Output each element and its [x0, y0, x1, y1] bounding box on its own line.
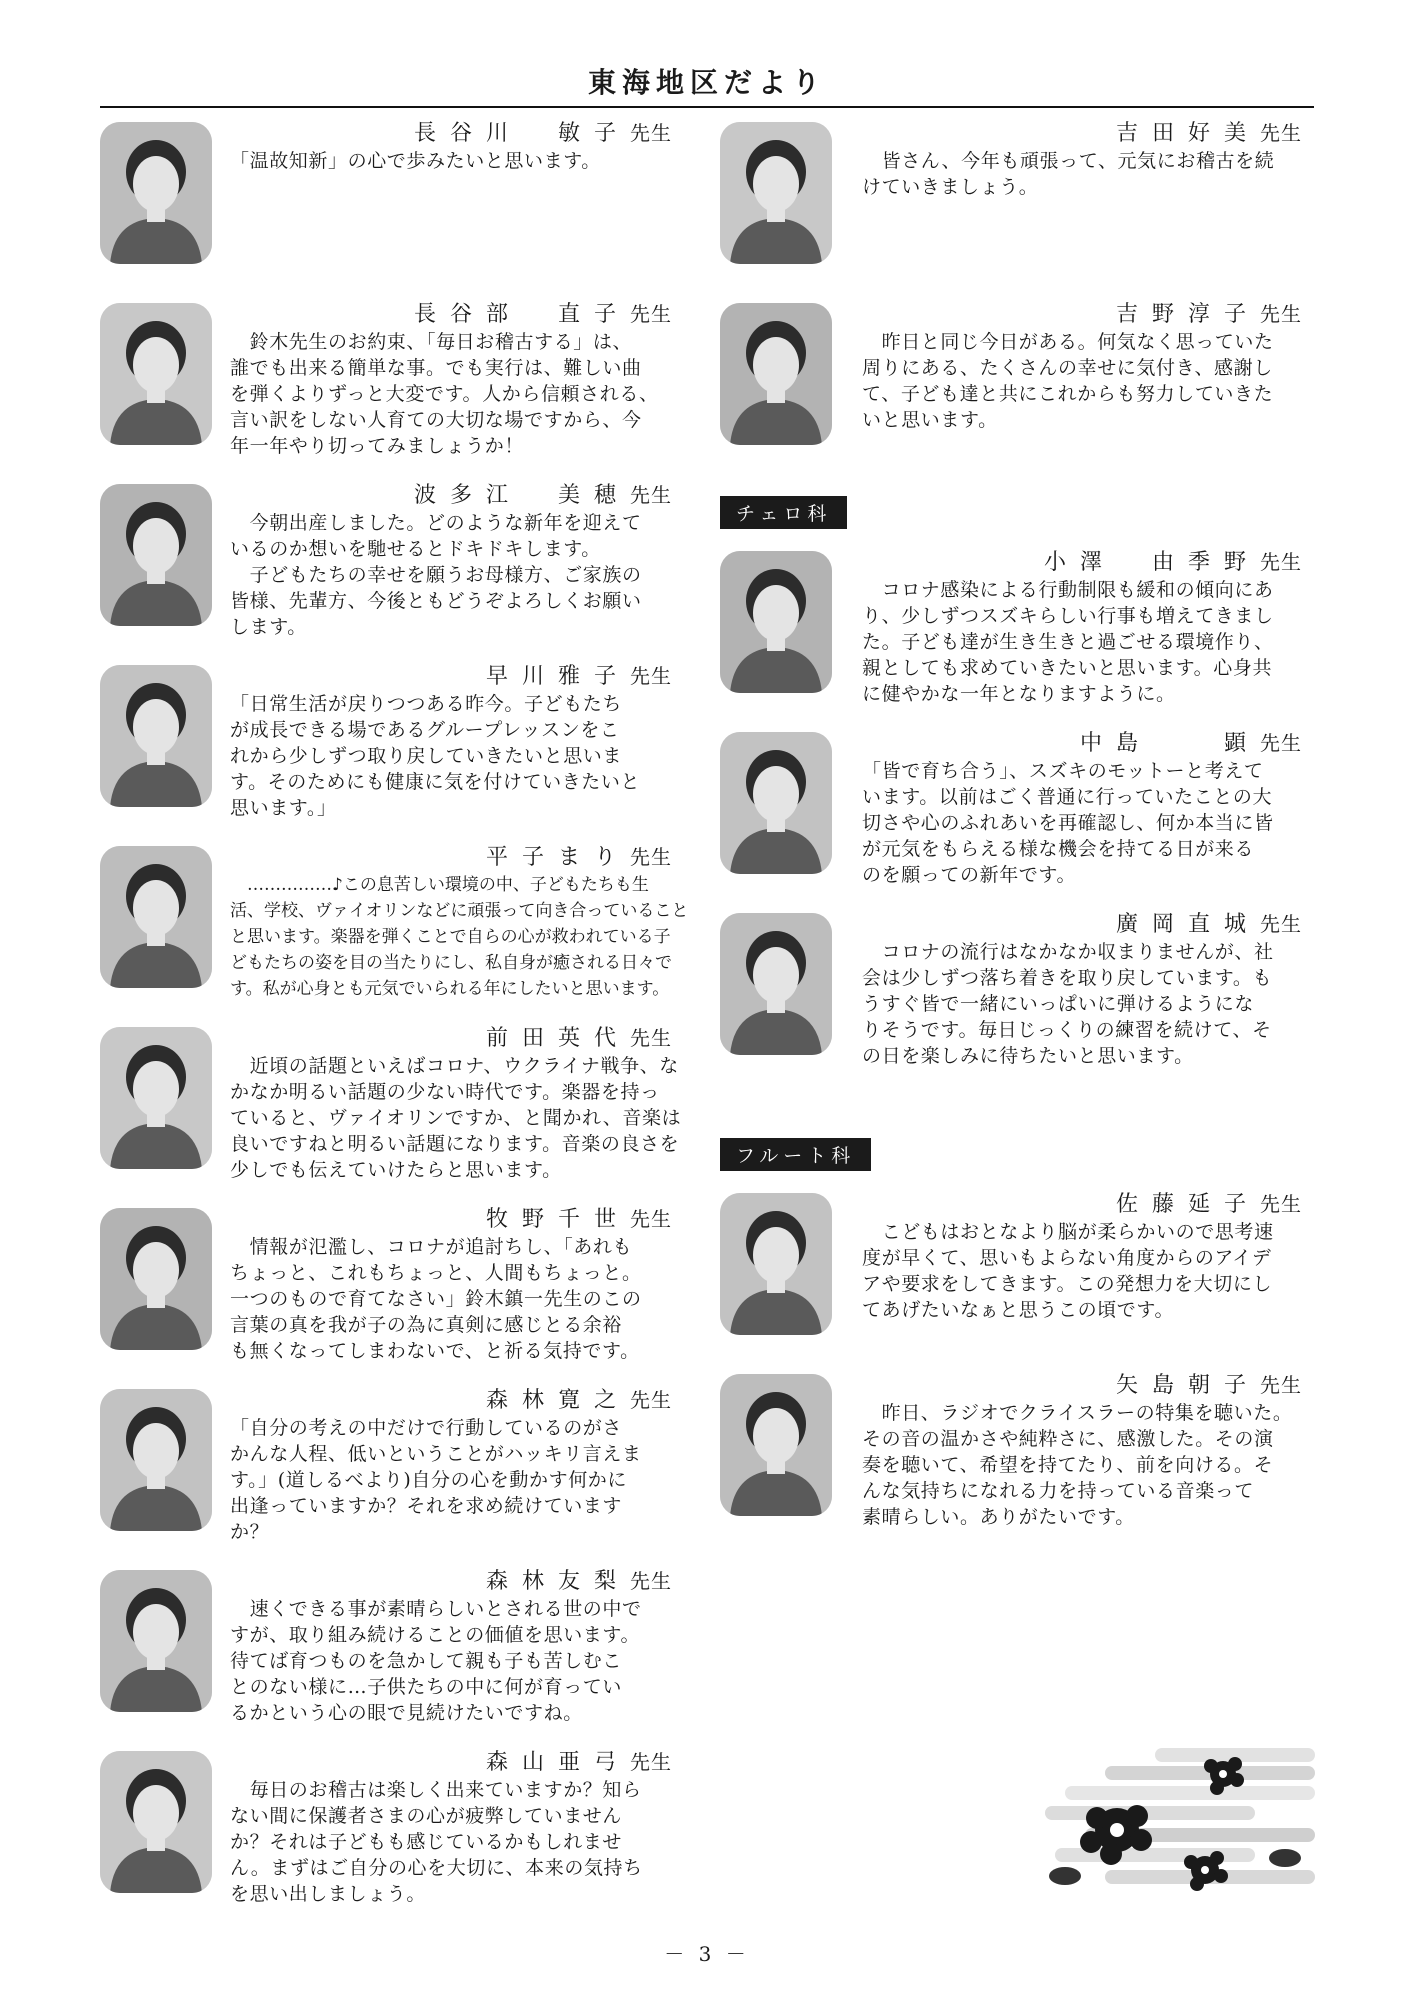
message-line: た。子ども達が生き生きと過ごせる環境作り、	[862, 631, 1274, 653]
teacher-name-line	[862, 547, 1320, 577]
teacher-name-line	[230, 480, 690, 510]
teacher-name: 前田英代	[485, 1026, 630, 1051]
message-line: 「温故知新」の心で歩みたいと思います。	[230, 150, 601, 172]
teacher-entry	[720, 299, 1320, 480]
message-line: 思います。」	[230, 797, 337, 819]
message-line: て、子ども達と共にこれからも努力していきた	[862, 383, 1274, 405]
message-line: います。以前はごく普通に行っていたことの大	[862, 786, 1273, 808]
teacher-text	[230, 480, 690, 640]
flute-teachers	[720, 1189, 1320, 1551]
teacher-honorific: 先生	[1260, 1373, 1302, 1397]
message-line: コロナの流行はなかなか収まりませんが、社	[862, 941, 1274, 963]
message-line: 今朝出産しました。どのような新年を迎えて	[230, 512, 642, 534]
teacher-entry	[100, 661, 690, 842]
teacher-name: 吉田好美	[1115, 121, 1260, 146]
teacher-name-line	[230, 842, 690, 872]
teacher-photo	[720, 122, 832, 264]
teacher-photo	[100, 1570, 212, 1712]
teacher-name: 吉野淳子	[1115, 302, 1260, 327]
message-line: 情報が氾濫し、コロナが追討ちし、「あれも	[230, 1236, 633, 1258]
teacher-text	[230, 118, 690, 174]
message-line: 少しでも伝えていけたらと思います。	[230, 1159, 562, 1181]
teacher-entry	[100, 842, 690, 1023]
message-line: ん。まずはご自分の心を大切に、本来の気持ち	[230, 1857, 643, 1879]
teacher-photo	[100, 303, 212, 445]
message-line: と思います。楽器を弾くことで自らの心が救われている子	[230, 927, 671, 947]
message-line: す。」(道しるべより)自分の心を動かす何かに	[230, 1469, 628, 1491]
message-line: します。	[230, 616, 307, 638]
message-line: を弾くよりずっと大変です。人から信頼される、	[230, 383, 659, 405]
teacher-message	[230, 872, 690, 1002]
teacher-message	[862, 148, 1320, 200]
message-line: 言い訳をしない人育ての大切な場ですから、今	[230, 409, 642, 431]
page-number: － 3 －	[664, 1942, 750, 1966]
teacher-name: 牧野千世	[485, 1207, 630, 1232]
message-line: 切さや心のふれあいを再確認し、何か本当に皆	[862, 812, 1274, 834]
teacher-name-line	[230, 1023, 690, 1053]
teacher-entry	[100, 480, 690, 661]
teacher-text	[230, 1023, 690, 1183]
message-line: れから少しずつ取り戻していきたいと思いま	[230, 745, 623, 767]
message-line: ……………♪この息苦しい環境の中、子どもたちも生	[230, 875, 649, 895]
teacher-entry	[100, 1023, 690, 1204]
teacher-message	[230, 1053, 690, 1183]
teacher-photo	[100, 1389, 212, 1531]
teacher-photo	[720, 732, 832, 874]
message-line: ちょっと、これもちょっと、人間もちょっと。	[230, 1262, 642, 1284]
teacher-name-line	[230, 1566, 690, 1596]
teacher-photo	[100, 1751, 212, 1893]
message-line: す。私が心身とも元気でいられる年にしたいと思います。	[230, 979, 670, 999]
message-line: 周りにある、たくさんの幸せに気付き、感謝し	[862, 357, 1273, 379]
teacher-name-line	[230, 1747, 690, 1777]
teacher-message	[230, 148, 690, 174]
teacher-name-line	[862, 909, 1320, 939]
teacher-text	[230, 1385, 690, 1545]
message-line: 年一年やり切ってみましょうか！	[230, 435, 525, 457]
teacher-photo	[720, 551, 832, 693]
teacher-entry	[720, 909, 1320, 1090]
message-line: 毎日のお稽古は楽しく出来ていますか？知ら	[230, 1779, 642, 1801]
teacher-name: 森林友梨	[485, 1569, 630, 1594]
message-line: 会は少しずつ落ち着きを取り戻しています。も	[862, 967, 1273, 989]
message-line: とのない様に…子供たちの中に何が育ってい	[230, 1676, 623, 1698]
teacher-message	[230, 1596, 690, 1726]
teacher-photo	[100, 122, 212, 264]
message-line: 言葉の真を我が子の為に真剣に感じとる余裕	[230, 1314, 623, 1336]
teacher-text	[862, 909, 1320, 1069]
teacher-name-line	[862, 1189, 1320, 1219]
teacher-name: 長谷部 直子	[413, 302, 630, 327]
teacher-name-line	[862, 728, 1320, 758]
message-line: 皆様、先輩方、今後ともどうぞよろしくお願い	[230, 590, 642, 612]
message-line: 度が早くて、思いもよらない角度からのアイデ	[862, 1247, 1272, 1269]
teacher-entry	[100, 299, 690, 480]
teacher-name-line	[230, 1385, 690, 1415]
cello-teachers	[720, 547, 1320, 1090]
teacher-message	[862, 577, 1320, 707]
message-line: いと思います。	[862, 409, 998, 431]
message-line: ない間に保護者さまの心が疲弊していません	[230, 1805, 623, 1827]
teacher-honorific: 先生	[1260, 302, 1302, 326]
teacher-photo	[100, 665, 212, 807]
teacher-text	[230, 1204, 690, 1364]
teacher-text	[862, 728, 1320, 888]
section-label-flute: フルート科	[720, 1138, 871, 1171]
teacher-name-line	[230, 118, 690, 148]
message-line: 鈴木先生のお約束、「毎日お稽古する」は、	[230, 331, 633, 353]
teacher-message	[230, 691, 690, 821]
teacher-name-line	[230, 661, 690, 691]
teacher-name: 森林寛之	[485, 1388, 630, 1413]
teacher-honorific: 先生	[630, 664, 672, 688]
message-line: けていきましょう。	[862, 176, 1039, 198]
message-line: んな気持ちになれる力を持っている音楽って	[862, 1480, 1255, 1502]
teacher-message	[862, 1219, 1320, 1323]
message-line: アや要求をしてきます。この発想力を大切にし	[862, 1273, 1273, 1295]
teacher-entry	[720, 547, 1320, 728]
teacher-photo	[100, 846, 212, 988]
teacher-honorific: 先生	[630, 302, 672, 326]
teacher-honorific: 先生	[630, 121, 672, 145]
teacher-photo	[100, 1027, 212, 1169]
message-line: 速くできる事が素晴らしいとされる世の中で	[230, 1598, 642, 1620]
message-line: 誰でも出来る簡単な事。でも実行は、難しい曲	[230, 357, 642, 379]
message-line: が元気をもらえる様な機会を持てる日が来る	[862, 838, 1255, 860]
teacher-message	[230, 329, 690, 459]
teacher-name: 森山亜弓	[485, 1750, 630, 1775]
teacher-message	[862, 1400, 1320, 1530]
teacher-name: 長谷川 敏子	[413, 121, 630, 146]
teacher-name: 佐藤延子	[1115, 1192, 1260, 1217]
teacher-name: 平子まり	[485, 845, 630, 870]
message-line: 奏を聴いて、希望を持てたり、前を向ける。そ	[862, 1454, 1274, 1476]
teacher-honorific: 先生	[1260, 731, 1302, 755]
teacher-photo	[720, 1193, 832, 1335]
teacher-honorific: 先生	[630, 845, 672, 869]
teacher-entry	[100, 1385, 690, 1566]
right-column	[720, 118, 1320, 1551]
message-line: を思い出しましょう。	[230, 1883, 427, 1905]
teacher-entry	[100, 1204, 690, 1385]
teacher-honorific: 先生	[630, 1388, 672, 1412]
teacher-entry	[720, 118, 1320, 299]
teacher-name: 波多江 美穂	[413, 483, 630, 508]
message-line: 近頃の話題といえばコロナ、ウクライナ戦争、な	[230, 1055, 679, 1077]
teacher-honorific: 先生	[630, 1026, 672, 1050]
message-line: 昨日と同じ今日がある。何気なく思っていた	[862, 331, 1274, 353]
teacher-entry	[100, 118, 690, 299]
message-line: 待てば育つものを急かして親も子も苦しむこ	[230, 1650, 623, 1672]
message-line: 「皆で育ち合う」、スズキのモットーと考えて	[862, 760, 1264, 782]
teacher-honorific: 先生	[1260, 550, 1302, 574]
teacher-name-line	[862, 1370, 1320, 1400]
message-line: のを願っての新年です。	[862, 864, 1077, 886]
message-line: てあげたいなぁと思うこの頃です。	[862, 1299, 1175, 1321]
message-line: かんな人程、低いということがハッキリ言えま	[230, 1443, 642, 1465]
message-line: 素晴らしい。ありがたいです。	[862, 1506, 1135, 1528]
teacher-name-line	[862, 118, 1320, 148]
teacher-message	[862, 329, 1320, 433]
teacher-entry	[100, 1566, 690, 1747]
message-line: 良いですねと明るい話題になります。音楽の良さを	[230, 1133, 680, 1155]
teacher-text	[230, 1566, 690, 1726]
message-line: が成長できる場であるグループレッスンをこ	[230, 719, 620, 741]
teacher-text	[230, 661, 690, 821]
teacher-name-line	[230, 1204, 690, 1234]
message-line: か？	[230, 1521, 270, 1543]
teacher-text	[862, 299, 1320, 433]
message-line: 活、学校、ヴァイオリンなどに頑張って向き合っていること	[230, 901, 689, 921]
teacher-message	[230, 1234, 690, 1364]
teacher-honorific: 先生	[1260, 912, 1302, 936]
message-line: 子どもたちの幸せを願うお母様方、ご家族の	[230, 564, 642, 586]
section-label-cello: チェロ科	[720, 496, 847, 529]
message-line: 出逢っていますか？それを求め続けています	[230, 1495, 623, 1517]
teacher-message	[230, 510, 690, 640]
teacher-entry	[720, 1370, 1320, 1551]
teacher-entry	[720, 728, 1320, 909]
teacher-message	[862, 939, 1320, 1069]
message-line: す。そのためにも健康に気を付けていきたいと	[230, 771, 641, 793]
message-line: りそうです。毎日じっくりの練習を続けて、そ	[862, 1019, 1272, 1041]
teacher-entry	[100, 1747, 690, 1928]
camellia-decoration	[1045, 1748, 1315, 1898]
teacher-honorific: 先生	[630, 1569, 672, 1593]
teacher-message	[230, 1777, 690, 1907]
message-line: うすぐ皆で一緒にいっぱいに弾けるようにな	[862, 993, 1255, 1015]
teacher-name-line	[862, 299, 1320, 329]
teacher-photo	[720, 913, 832, 1055]
teacher-name-line	[230, 299, 690, 329]
teacher-text	[862, 1370, 1320, 1530]
message-line: コロナ感染による行動制限も緩和の傾向にあ	[862, 579, 1274, 601]
teacher-honorific: 先生	[630, 483, 672, 507]
message-line: どもたちの姿を目の当たりにし、私自身が癒される日々で	[230, 953, 672, 973]
message-line: かなか明るい話題の少ない時代です。楽器を持っ	[230, 1081, 660, 1103]
message-line: に健やかな一年となりますように。	[862, 683, 1176, 705]
teacher-entry	[720, 1189, 1320, 1370]
page-title: 東海地区だより	[587, 66, 826, 99]
message-line: るかという心の眼で見続けたいですね。	[230, 1702, 583, 1724]
teacher-message	[230, 1415, 690, 1545]
teacher-name: 中島 顕	[1079, 731, 1260, 756]
teacher-name: 矢島朝子	[1115, 1373, 1260, 1398]
message-line: 昨日、ラジオでクライスラーの特集を聴いた。	[862, 1402, 1293, 1424]
teacher-text	[862, 547, 1320, 707]
teacher-photo	[720, 303, 832, 445]
teacher-honorific: 先生	[1260, 1192, 1302, 1216]
page-header	[100, 60, 1314, 108]
message-line: ていると、ヴァイオリンですか、と聞かれ、音楽は	[230, 1107, 682, 1129]
teacher-name: 早川雅子	[485, 664, 630, 689]
message-line: こどもはおとなより脳が柔らかいので思考速	[862, 1221, 1274, 1243]
teacher-photo	[100, 484, 212, 626]
message-line: か？それは子どもも感じているかもしれませ	[230, 1831, 623, 1853]
message-line: その音の温かさや純粋さに、感激した。その演	[862, 1428, 1274, 1450]
message-line: 親としても求めていきたいと思います。心身共	[862, 657, 1273, 679]
message-line: も無くなってしまわないで、と祈る気持です。	[230, 1340, 640, 1362]
teacher-text	[230, 1747, 690, 1907]
message-line: 皆さん、今年も頑張って、元気にお稽古を続	[862, 150, 1275, 172]
teacher-honorific: 先生	[630, 1207, 672, 1231]
teacher-text	[862, 118, 1320, 200]
teacher-photo	[720, 1374, 832, 1516]
teacher-honorific: 先生	[630, 1750, 672, 1774]
teacher-honorific: 先生	[1260, 121, 1302, 145]
teacher-name: 廣岡直城	[1115, 912, 1260, 937]
teacher-text	[230, 299, 690, 459]
teacher-text	[230, 842, 690, 1002]
teacher-message	[862, 758, 1320, 888]
teacher-text	[862, 1189, 1320, 1323]
message-line: すが、取り組み続けることの価値を思います。	[230, 1624, 641, 1646]
message-line: 「日常生活が戻りつつある昨今。子どもたち	[230, 693, 623, 715]
left-column	[100, 118, 690, 1928]
message-line: の日を楽しみに待ちたいと思います。	[862, 1045, 1194, 1067]
message-line: り、少しずつスズキらしい行事も増えてきまし	[862, 605, 1274, 627]
teacher-name: 小澤 由季野	[1043, 550, 1260, 575]
teacher-photo	[100, 1208, 212, 1350]
message-line: 一つのもので育てなさい」鈴木鎮一先生のこの	[230, 1288, 642, 1310]
violin-teachers-continued	[720, 118, 1320, 480]
message-line: いるのか想いを馳せるとドキドキします。	[230, 538, 601, 560]
message-line: 「自分の考えの中だけで行動しているのがさ	[230, 1417, 623, 1439]
